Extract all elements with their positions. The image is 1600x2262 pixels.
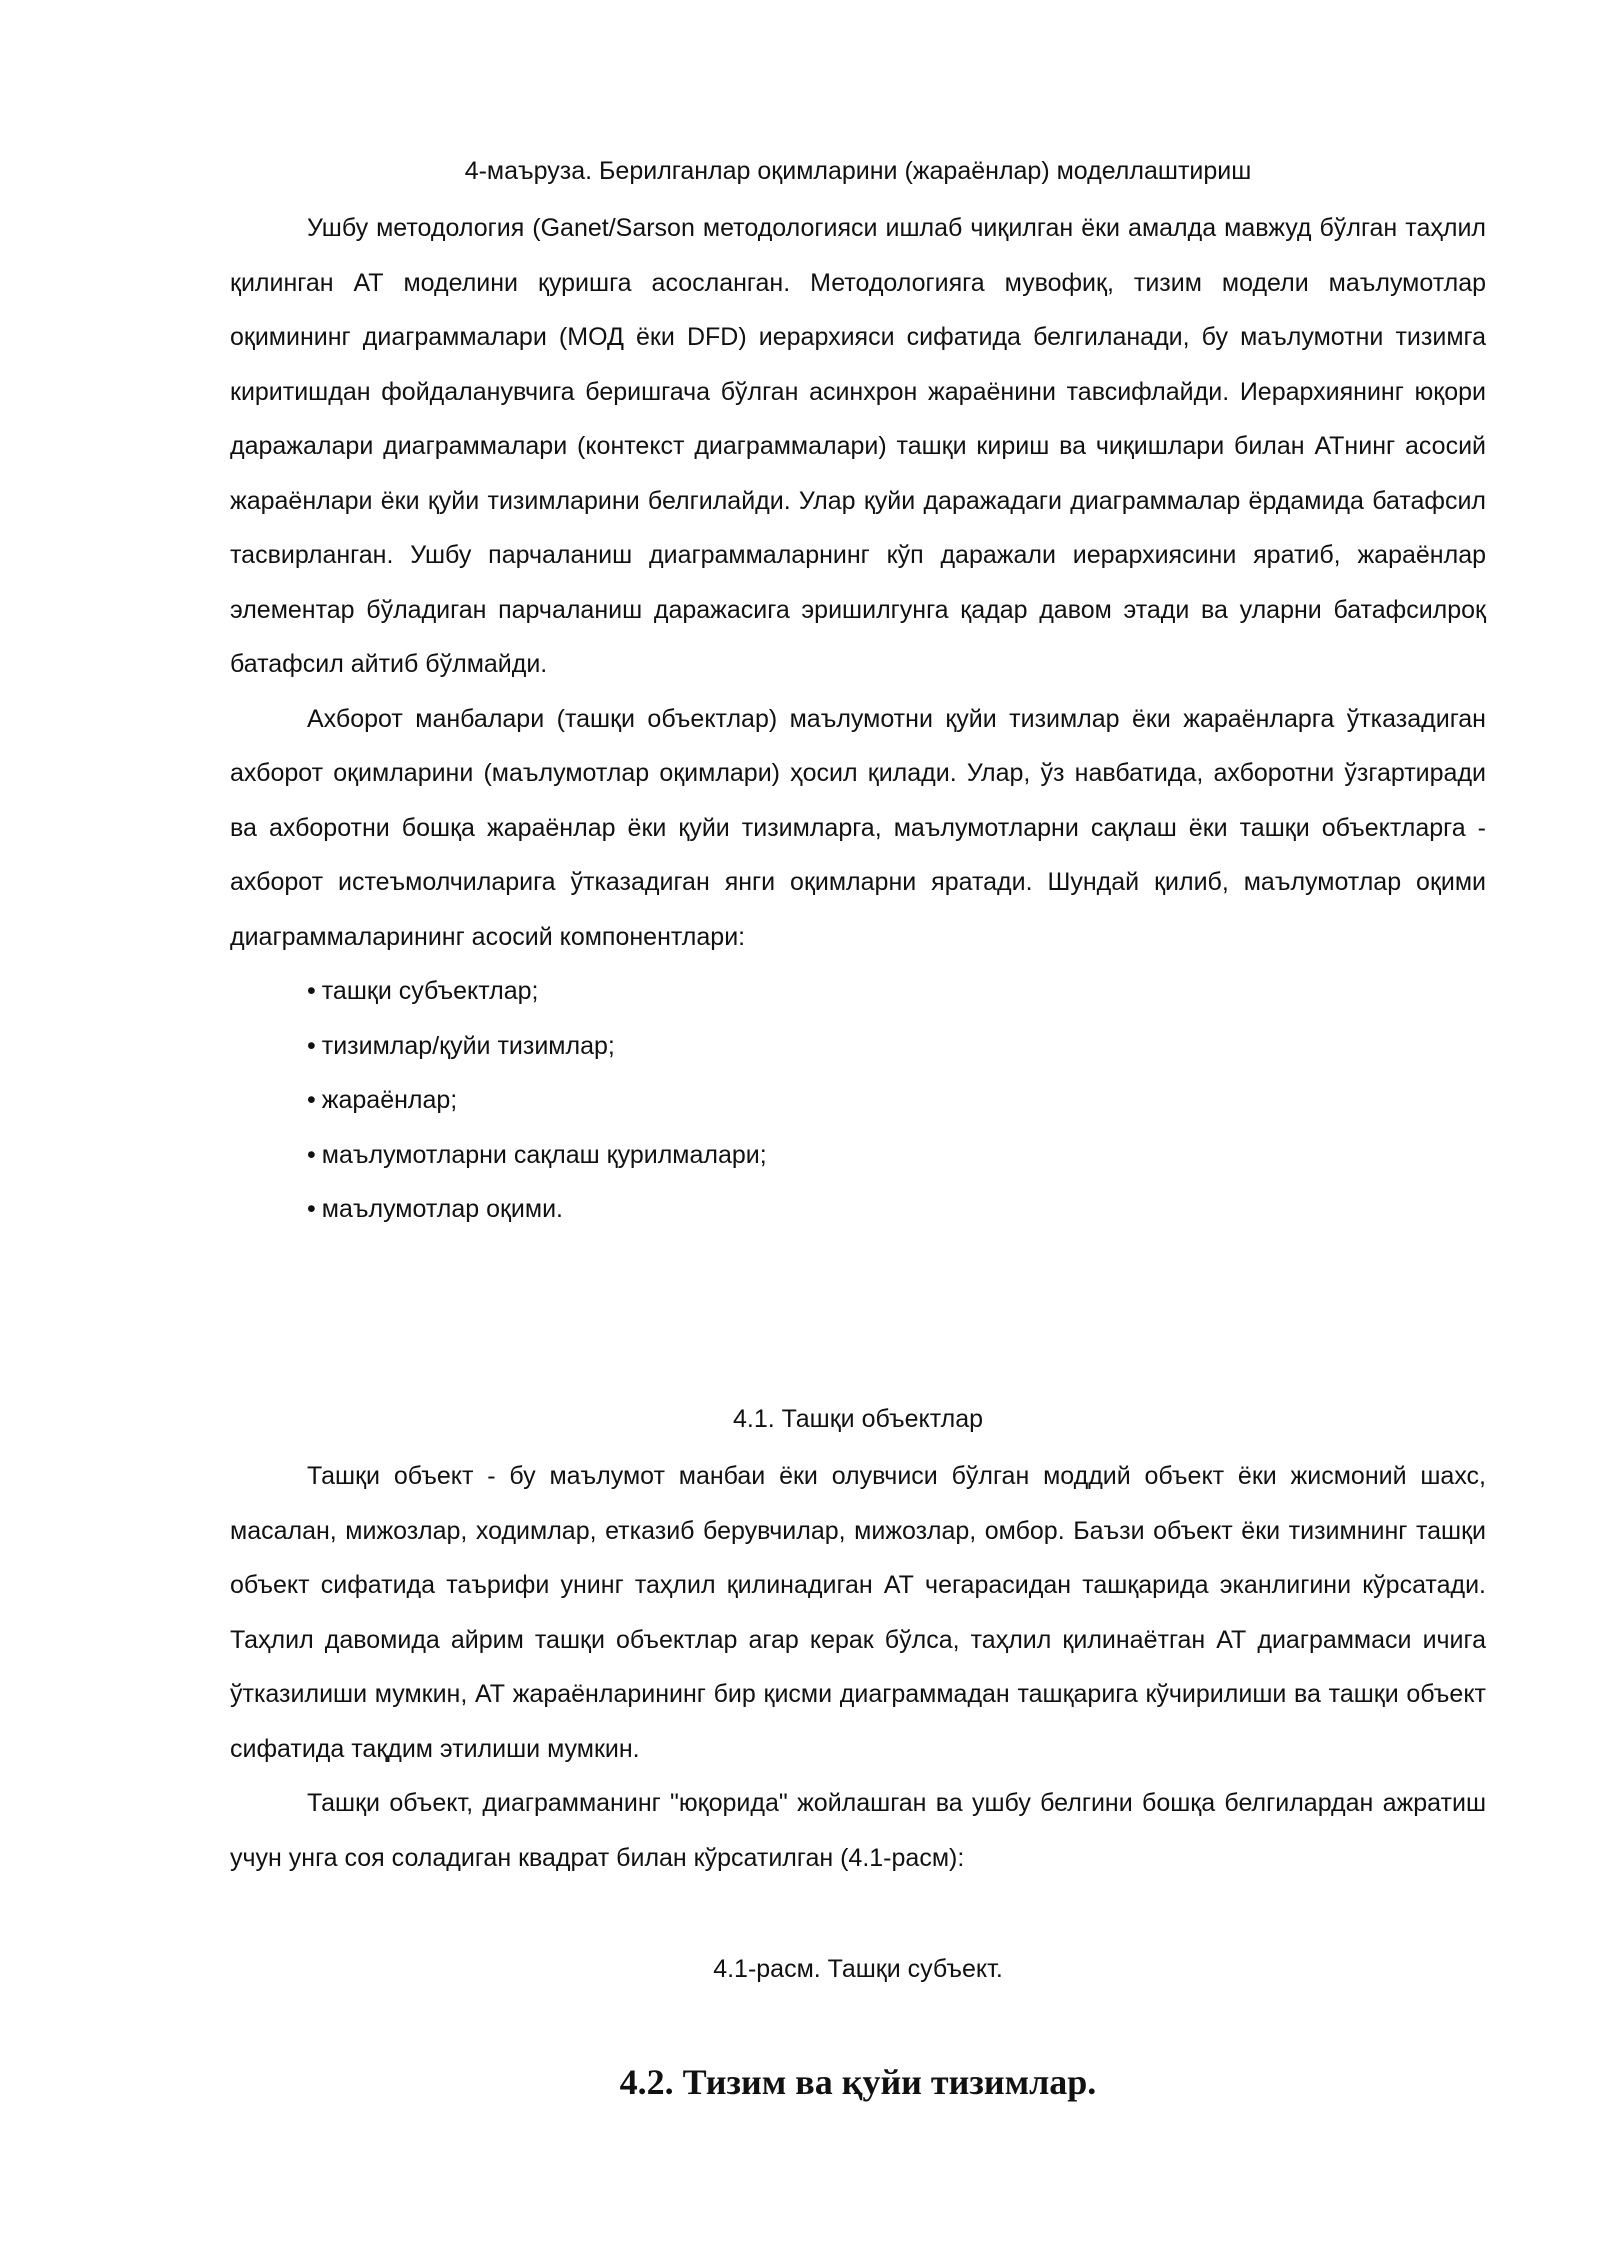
bullet-text: маълумотларни сақлаш қурилмалари; [321,1140,767,1169]
bullet-text: маълумотлар оқими. [321,1195,563,1223]
paragraph: Ташқи объект - бу маълумот манбаи ёки олувчиси бўлган моддий объект ёки жисмоний шахс, масалан, мижозлар, ходимлар, етказиб берувчилар, мижозлар, омбор. Баъзи объект ёки тизимнинг ташқи объект сифатида таърифи унинг таҳлил қилинадиган АТ чегарасидан ташқарида эканлигини кўрсатади. Таҳлил давомида айрим ташқи объектлар агар керак бўлса, таҳлил қилинаётган АТ диаграммаси ичига ўтказилиши мумкин, АТ жараёнларининг бир қисми диаграммадан ташқарига кўчирилиши ва ташқи объект сифатида тақдим этилиши мумкин. [230,1462,1486,1763]
bullet-icon: • [307,1031,316,1060]
bullet-icon: • [307,977,316,1005]
lecture-title: 4-маъруза. Берилганлар оқимларини (жараёнлар) моделлаштириш [464,157,1252,185]
bullet-item [307,964,1486,1019]
body-section-1 [230,201,1486,1237]
section-heading: 4.1. Ташқи объектлар [732,1405,984,1433]
component-bullet-list [230,964,1486,1237]
paragraph: Ушбу методология (Ganet/Sarson методологияси ишлаб чиқилган ёки амалда мавжуд бўлган таҳлил қилинган АТ моделини қуришга асосланган. Методологияга мувофиқ, тизим модели маълумотлар оқимининг диаграммалари (МОД ёки DFD) иерархияси сифатида белгиланади, бу маълумотни тизимга киритишдан фойдаланувчига беришгача бўлган асинхрон жараёнини тавсифлайди. Иерархиянинг юқори даражалари диаграммалари (контекст диаграммалари) ташқи кириш ва чиқишлари билан АТнинг асосий жараёнлари ёки қуйи тизимларини белгилайди. Улар қуйи даражадаги диаграммалар ёрдамида батафсил тасвирланган. Ушбу парчаланиш диаграммаларнинг кўп даражали иерархиясини яратиб, жараёнлар элементар бўладиган парчаланиш даражасига эришилгунга қадар давом этади ва уларни батафсилроқ батафсил айтиб бўлмайди. [230,214,1486,678]
paragraph: Ташқи объект, диаграмманинг "юқорида" жойлашган ва ушбу белгини бошқа белгилардан ажратиш учун унга соя соладиган квадрат билан кўрсатилган (4.1-расм): [230,1789,1486,1872]
figure-caption: 4.1-расм. Ташқи субъект. [713,1955,1003,1983]
bullet-text: жараёнлар; [321,1086,458,1114]
bullet-text: ташқи субъектлар; [321,977,539,1005]
bullet-icon: • [307,1195,316,1223]
bullet-icon: • [307,1086,316,1114]
bullet-item [307,1128,1486,1183]
bullet-item [307,1182,1486,1237]
body-section-2 [230,1449,1486,1885]
paragraph: Ахборот манбалари (ташқи объектлар) маълумотни қуйи тизимлар ёки жараёнларга ўтказадиган ахборот оқимларини (маълумотлар оқимлари) ҳосил қилади. Улар, ўз навбатида, ахборотни ўзгартиради ва ахборотни бошқа жараёнлар ёки қуйи тизимларга, маълумотларни сақлаш ёки ташқи объектларга - ахборот истеъмолчиларига ўтказадиган янги оқимларни яратади. Шундай қилиб, маълумотлар оқими диаграммаларининг асосий компонентлари: [230,704,1486,951]
bullet-icon: • [307,1140,316,1169]
next-section-heading: 4.2. Тизим ва қуйи тизимлар. [619,2062,1097,2102]
bullet-text: тизимлар/қуйи тизимлар; [321,1031,615,1060]
bullet-item [307,1019,1486,1074]
bullet-item [307,1073,1486,1128]
